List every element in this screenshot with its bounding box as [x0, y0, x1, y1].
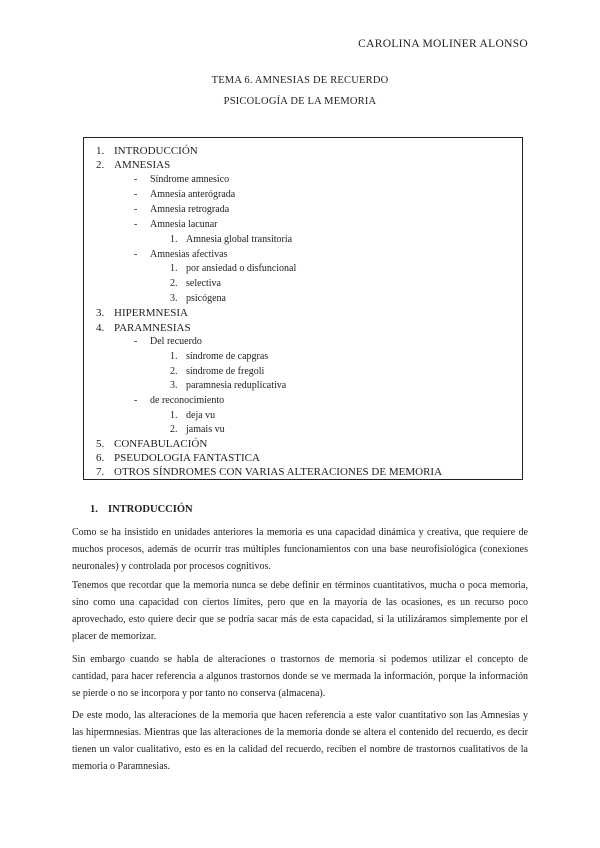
toc-subsubitem-number: 1. — [170, 410, 178, 421]
toc-subitem-label: Amnesia lacunar — [150, 219, 218, 230]
toc-item-label: PARAMNESIAS — [114, 322, 191, 334]
toc-item-label: INTRODUCCIÓN — [114, 145, 198, 157]
toc-subsubitem-number: 1. — [170, 263, 178, 274]
toc-item-label: CONFABULACIÓN — [114, 438, 208, 450]
toc-bullet-dash: - — [134, 219, 138, 230]
toc-subitem-label: de reconocimiento — [150, 395, 225, 406]
toc-item-number: 7. — [96, 466, 105, 478]
toc-item-number: 1. — [96, 145, 105, 157]
toc-item-label: PSEUDOLOGIA FANTASTICA — [114, 452, 260, 464]
toc-bullet-dash: - — [134, 336, 138, 347]
section-title: INTRODUCCIÓN — [108, 504, 193, 515]
toc-subsubitem-label: psicógena — [186, 293, 226, 304]
toc-subsubitem-label: por ansiedad o disfuncional — [186, 263, 297, 274]
paragraph: Como se ha insistido en unidades anteriores la memoria es una capacidad dinámica y creativa, que requiere de muchos procesos, además de ocurrir tras múltiples funcionamientos con una base neurofisiológica (conexiones neuronales) y controlada por procesos cognitivos. — [72, 527, 528, 572]
toc-subitem-label: Amnesias afectivas — [150, 249, 228, 260]
toc-subsubitem-number: 1. — [170, 351, 178, 362]
toc-subitem-label: Síndrome amnesico — [150, 174, 230, 185]
document-subtitle: PSICOLOGÍA DE LA MEMORIA — [223, 96, 377, 107]
paragraph: Tenemos que recordar que la memoria nunca se debe definir en términos cuantitativos, mucha o poca memoria, sino como una capacidad con ciertos límites, pero que en la mayoría de las ocasiones, es un recurso poco aprovechado, esto quiere decir que se podría sacar más de esta capacidad, si la utilizáramos simplemente por el placer de memorizar. — [72, 580, 528, 642]
toc-subitem-label: Amnesia retrograda — [150, 204, 230, 215]
toc-subitem-label: Amnesia anterógrada — [150, 189, 236, 200]
toc-subsubitem-number: 1. — [170, 234, 178, 245]
toc-subsubitem-label: síndrome de fregoli — [186, 366, 265, 377]
section-number: 1. — [90, 504, 98, 515]
paragraph: Sin embargo cuando se habla de alteraciones o trastornos de memoria si podemos utilizar el concepto de cantidad, para hacer referencia a algunos trastornos donde se ve mermada la información, porque la información se pierde o no se incorpora y por tanto no conserva (almacena). — [72, 654, 528, 699]
toc-item-number: 6. — [96, 452, 105, 464]
toc-subsubitem-label: Amnesia global transitoria — [186, 234, 293, 245]
toc-bullet-dash: - — [134, 204, 138, 215]
toc-bullet-dash: - — [134, 189, 138, 200]
toc-subsubitem-number: 3. — [170, 380, 178, 391]
toc-item-label: OTROS SÍNDROMES CON VARIAS ALTERACIONES DE MEMORIA — [114, 466, 443, 478]
toc-subsubitem-number: 2. — [170, 424, 178, 435]
paragraph: De este modo, las alteraciones de la memoria que hacen referencia a este valor cuantitativo son las Amnesias y las hipermnesias. Mientras que las alteraciones de la memoria donde se altera el contenido del recuerdo, es decir tienen un valor cualitativo, esto es en la calidad del recuerdo, reciben el nombre de trastornos cualitativos de la memoria o Paramnesias. — [72, 710, 528, 772]
toc-subsubitem-number: 3. — [170, 293, 178, 304]
toc-subsubitem-label: síndrome de capgras — [186, 351, 269, 362]
toc-item-number: 5. — [96, 438, 105, 450]
toc-bullet-dash: - — [134, 249, 138, 260]
document-title: TEMA 6. AMNESIAS DE RECUERDO — [211, 75, 389, 86]
toc-bullet-dash: - — [134, 395, 138, 406]
toc-item-number: 4. — [96, 322, 105, 334]
toc-item-label: AMNESIAS — [114, 159, 171, 171]
table-of-contents — [83, 137, 523, 480]
toc-subitem-label: Del recuerdo — [150, 336, 202, 347]
toc-subsubitem-label: paramnesia reduplicativa — [186, 380, 287, 391]
toc-subsubitem-number: 2. — [170, 366, 178, 377]
toc-item-label: HIPERMNESIA — [114, 307, 188, 319]
toc-subsubitem-number: 2. — [170, 278, 178, 289]
toc-bullet-dash: - — [134, 174, 138, 185]
toc-item-number: 2. — [96, 159, 105, 171]
author-name: CAROLINA MOLINER ALONSO — [358, 38, 528, 50]
toc-subsubitem-label: selectiva — [186, 278, 221, 289]
toc-subsubitem-label: jamais vu — [186, 424, 225, 435]
toc-item-number: 3. — [96, 307, 105, 319]
toc-subsubitem-label: deja vu — [186, 410, 216, 421]
